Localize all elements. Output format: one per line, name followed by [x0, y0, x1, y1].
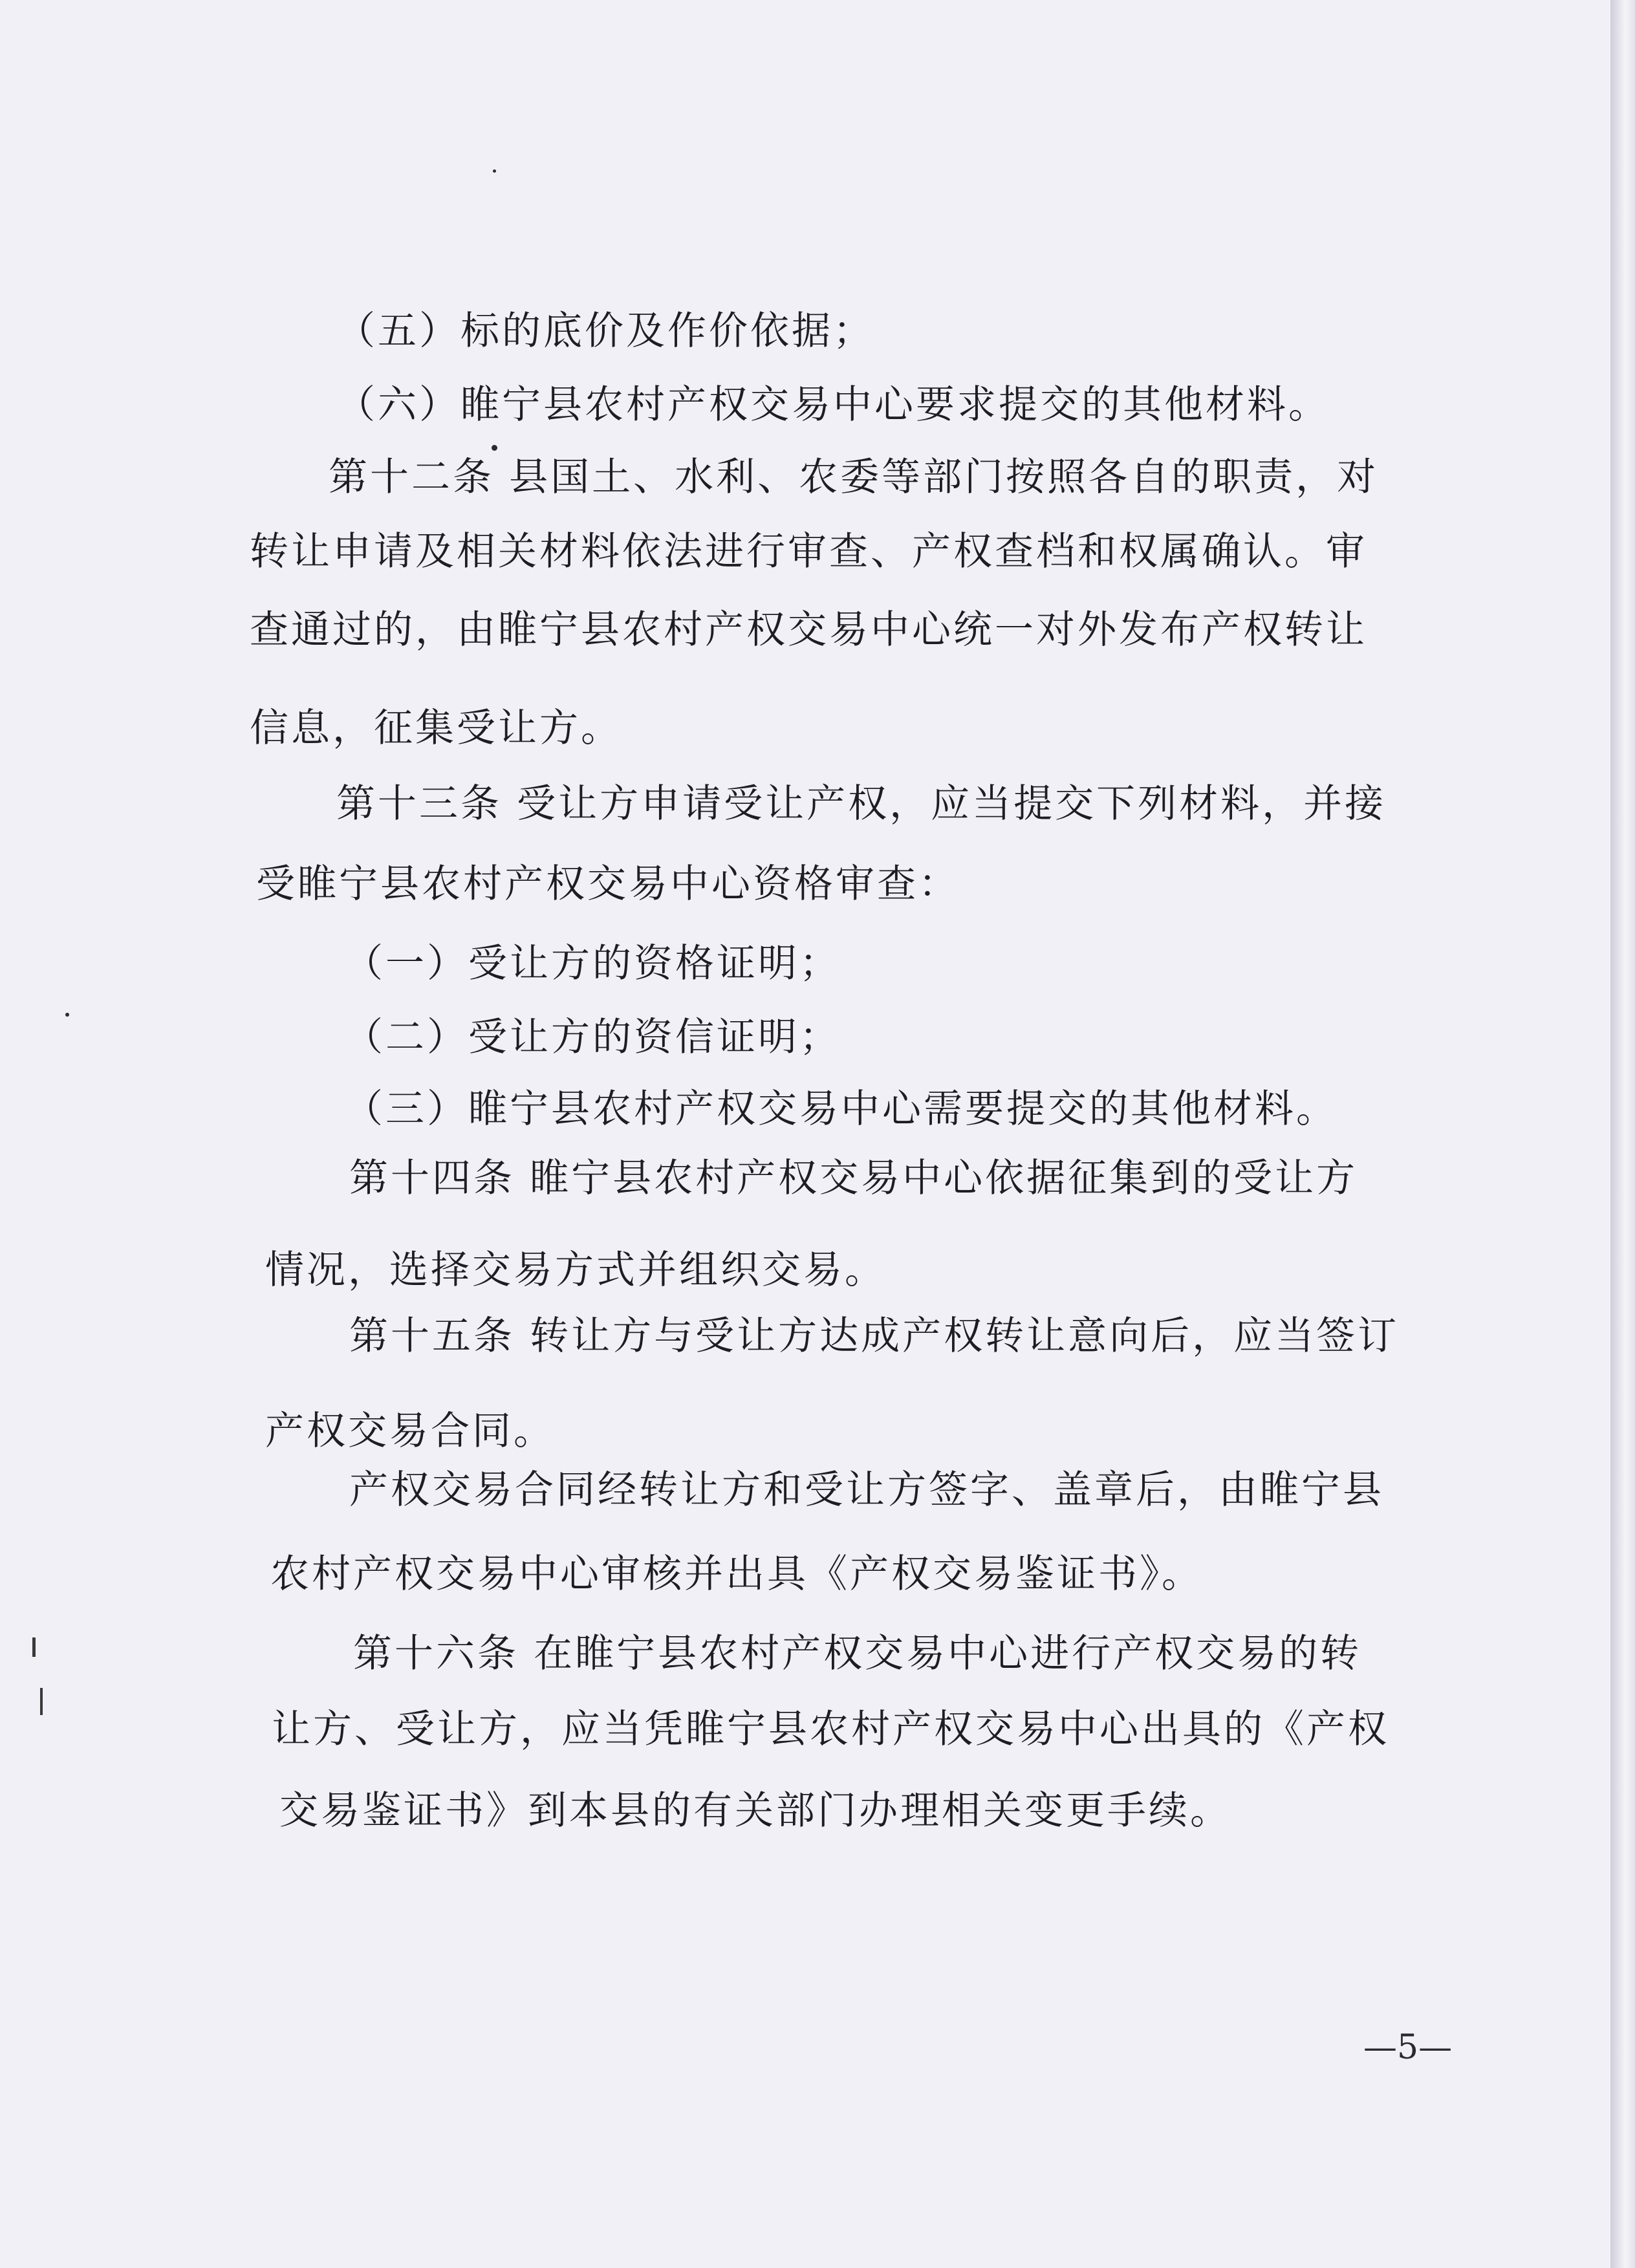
text-line-10: （二）受让方的资信证明；: [344, 1015, 841, 1060]
text-line-6: 信息，征集受让方。: [250, 706, 622, 751]
text-line-7: 第十三条 受让方申请受让产权，应当提交下列材料，并接: [336, 781, 1387, 826]
text-line-1: （五）标的底价及作价依据；: [336, 308, 874, 354]
text-line-17: 农村产权交易中心审核并出具《产权交易鉴证书》。: [270, 1551, 1203, 1597]
text-line-14: 第十五条 转让方与受让方达成产权转让意向后，应当签订: [349, 1313, 1400, 1359]
text-line-2: （六）睢宁县农村产权交易中心要求提交的其他材料。: [336, 382, 1330, 427]
scan-right-edge: [1610, 0, 1635, 2268]
text-line-18: 第十六条 在睢宁县农村产权交易中心进行产权交易的转: [353, 1631, 1362, 1676]
text-line-12: 第十四条 睢宁县农村产权交易中心依据征集到的受让方: [349, 1156, 1358, 1201]
page-number: —5—: [1363, 2028, 1453, 2067]
text-line-4: 转让申请及相关材料依法进行审查、产权查档和权属确认。审: [250, 529, 1367, 574]
scan-speck: [65, 1013, 69, 1017]
text-line-9: （一）受让方的资格证明；: [344, 941, 841, 986]
text-line-5: 查通过的，由睢宁县农村产权交易中心统一对外发布产权转让: [250, 607, 1367, 653]
text-line-3: 第十二条 县国土、水利、农委等部门按照各自的职责，对: [329, 455, 1379, 500]
text-line-19: 让方、受让方，应当凭睢宁县农村产权交易中心出具的《产权: [272, 1707, 1389, 1752]
text-line-8: 受睢宁县农村产权交易中心资格审查：: [256, 861, 960, 907]
text-line-16: 产权交易合同经转让方和受让方签字、盖章后，由睢宁县: [349, 1467, 1384, 1513]
text-line-11: （三）睢宁县农村产权交易中心需要提交的其他材料。: [344, 1086, 1337, 1132]
scan-edge-mark: [32, 1637, 36, 1657]
scan-speck: [493, 169, 496, 173]
scan-speck: [492, 445, 497, 451]
text-line-20: 交易鉴证书》到本县的有关部门办理相关变更手续。: [279, 1788, 1231, 1833]
text-line-15: 产权交易合同。: [265, 1409, 555, 1454]
text-line-13: 情况，选择交易方式并组织交易。: [265, 1247, 886, 1293]
scan-edge-mark: [40, 1688, 43, 1715]
